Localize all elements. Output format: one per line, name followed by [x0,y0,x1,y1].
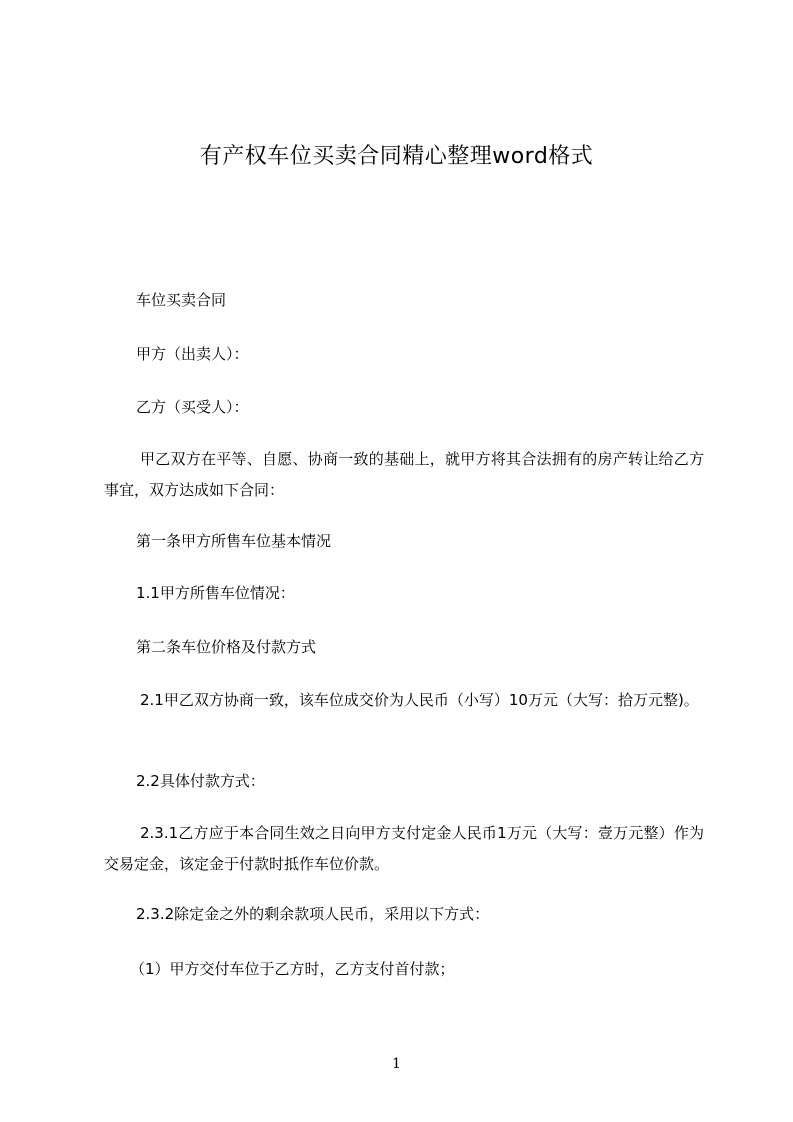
paragraph-party-a: 甲方（出卖人）： [136,345,249,363]
paragraph-contract-heading: 车位买卖合同 [136,291,227,309]
paragraph-clause-1-1: 1.1甲方所售车位情况： [136,584,295,602]
paragraph-article-1: 第一条甲方所售车位基本情况 [136,532,332,550]
paragraph-clause-2-2: 2.2具体付款方式： [136,772,265,790]
paragraph-preamble: 甲乙双方在平等、自愿、协商一致的基础上，就甲方将其合法拥有的房产转让给乙方事宜，双方达成如下合同： [104,450,704,499]
paragraph-clause-2-3-2: 2.3.2除定金之外的剩余款项人民币，采用以下方式： [136,905,490,923]
paragraph-clause-2-1: 2.1甲乙双方协商一致，该车位成交价为人民币（小写）10万元（大写：拾万元整)。 [140,691,699,709]
paragraph-payment-item-1: （1）甲方交付车位于乙方时，乙方支付首付款； [130,960,455,978]
paragraph-article-2: 第二条车位价格及付款方式 [136,638,317,656]
paragraph-clause-2-3-1: 2.3.1乙方应于本合同生效之日向甲方支付定金人民币1万元（大写：壹万元整）作为交易定金，该定金于付款时抵作车位价款。 [104,824,704,873]
document-title: 有产权车位买卖合同精心整理word格式 [199,144,594,169]
page-number: 1 [392,1056,401,1072]
paragraph-party-b: 乙方（买受人）： [136,398,249,416]
